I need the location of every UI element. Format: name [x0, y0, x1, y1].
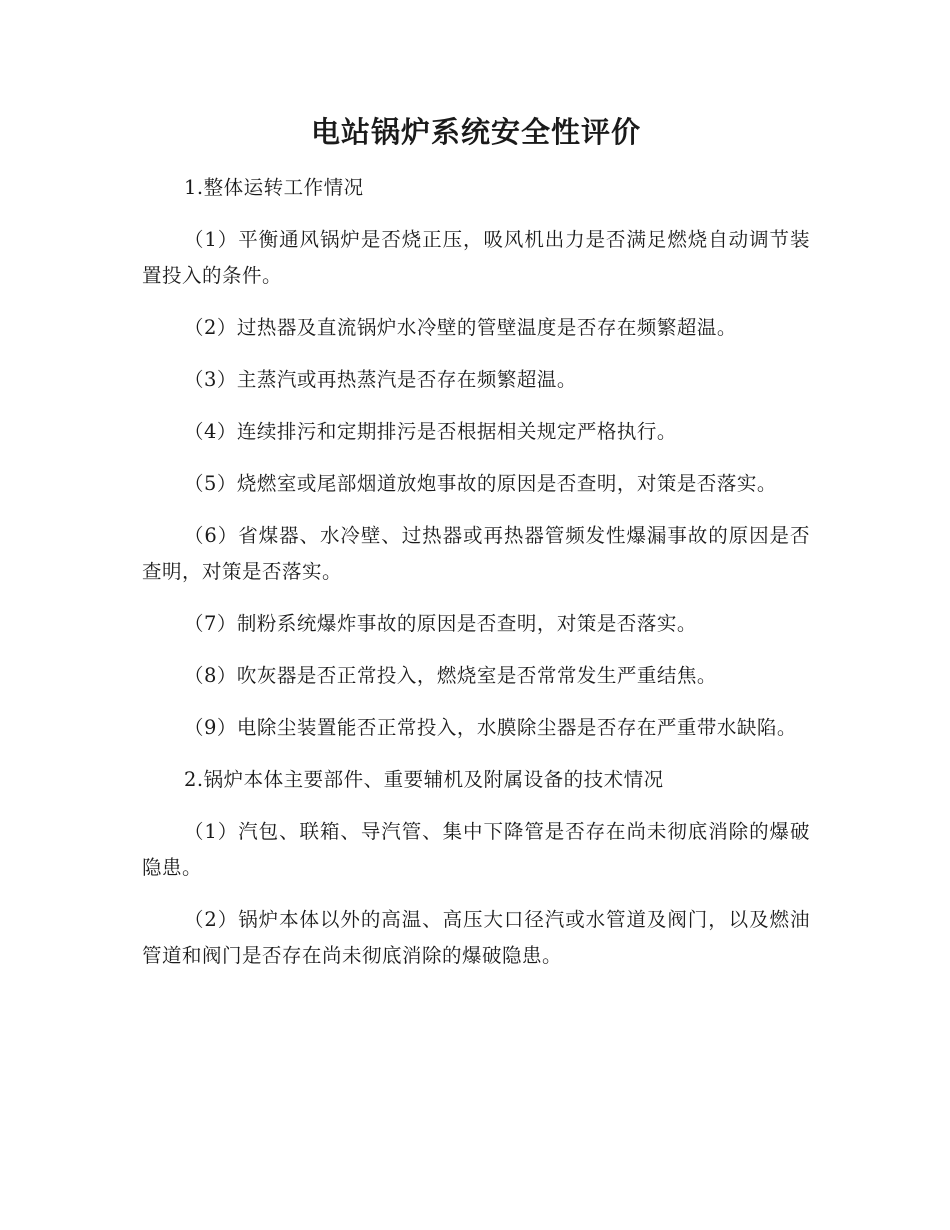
paragraph-2-2: （2）锅炉本体以外的高温、高压大口径汽或水管道及阀门，以及燃油管道和阀门是否存在尚未彻底消除的爆破隐患。 [142, 908, 810, 967]
paragraph-1-1: （1）平衡通风锅炉是否烧正压，吸风机出力是否满足燃烧自动调节装置投入的条件。 [142, 228, 810, 287]
paragraph-1-5: （5）烧燃室或尾部烟道放炮事故的原因是否查明，对策是否落实。 [184, 472, 777, 495]
paragraph-2-1: （1）汽包、联箱、导汽管、集中下降管是否存在尚未彻底消除的爆破隐患。 [142, 820, 810, 879]
paragraph-1-6: （6）省煤器、水冷壁、过热器或再热器管频发性爆漏事故的原因是否查明，对策是否落实。 [142, 524, 810, 583]
section-heading-2: 2.锅炉本体主要部件、重要辅机及附属设备的技术情况 [184, 768, 664, 791]
paragraph-1-7: （7）制粉系统爆炸事故的原因是否查明，对策是否落实。 [184, 612, 697, 635]
paragraph-1-4: （4）连续排污和定期排污是否根据相关规定严格执行。 [184, 420, 677, 443]
paragraph-1-2: （2）过热器及直流锅炉水冷壁的管壁温度是否存在频繁超温。 [184, 316, 737, 339]
section-heading-1: 1.整体运转工作情况 [184, 176, 364, 199]
paragraph-1-9: （9）电除尘装置能否正常投入，水膜除尘器是否存在严重带水缺陷。 [184, 716, 797, 739]
paragraph-1-3: （3）主蒸汽或再热蒸汽是否存在频繁超温。 [184, 368, 577, 391]
paragraph-1-8: （8）吹灰器是否正常投入，燃烧室是否常常发生严重结焦。 [184, 664, 717, 687]
document-title: 电站锅炉系统安全性评价 [310, 115, 641, 149]
document-page [142, 112, 810, 990]
